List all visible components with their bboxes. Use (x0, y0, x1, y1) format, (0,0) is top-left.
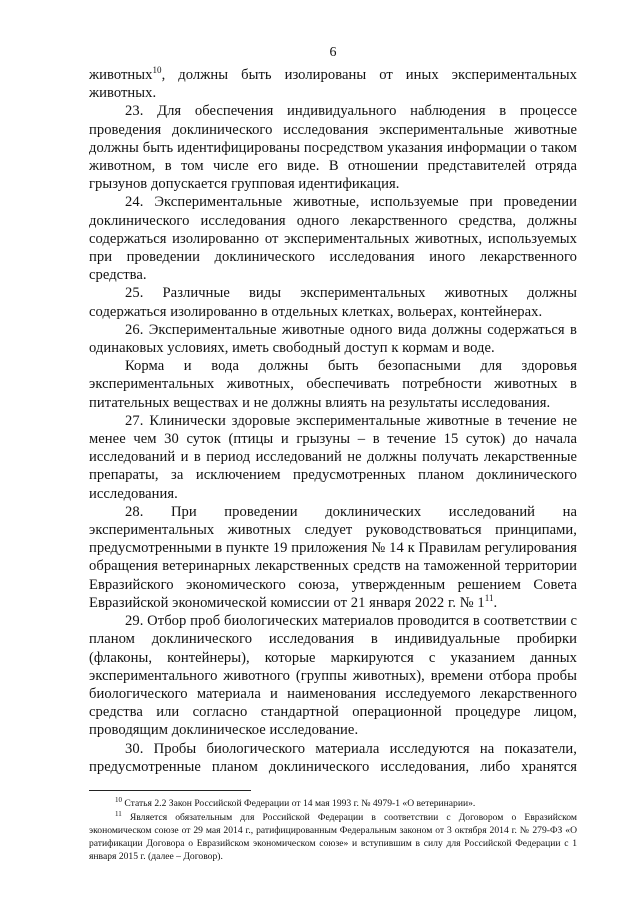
page-number: 6 (329, 45, 337, 60)
paragraph-30: 30. Пробы биологического материала исследуются на показатели, предусмотренные планом доклинического исследования, либо хранятся (89, 740, 577, 775)
document-body (89, 66, 577, 776)
paragraph-26: 26. Экспериментальные животные одного вида должны содержаться в одинаковых условиях, иметь свободный доступ к кормам и воде. (89, 321, 577, 357)
paragraph-26-feed: Корма и вода должны быть безопасными для здоровья экспериментальных животных, обеспечивать потребности животных в питательных веществах и не должны влиять на результаты исследования. (89, 358, 577, 411)
paragraph-text: . (493, 594, 498, 611)
footnote-text: Статья 2.2 Закон Российской Федерации от 14 мая 1993 г. № 4979-1 «О ветеринарии». (122, 798, 476, 809)
paragraph-23: 23. Для обеспечения индивидуального наблюдения в процессе проведения доклинического исследования экспериментальные животные должны быть идентифицированы посредством указания информации о таком животном, в том числе его виде. В отношении представителей отряда грызунов допускается групповая идентификация. (89, 103, 577, 193)
footnote-11 (89, 811, 577, 863)
paragraph-continuation (89, 66, 577, 102)
paragraph-28 (89, 503, 577, 612)
paragraph-text: 28. При проведении доклинических исследований на экспериментальных животных следует руководствоваться принципами, предусмотренными в пункте 19 приложения № 14 к Правилам регулирования обращения ветеринарных лекарственных средств на таможенной территории Евразийского экономического союза, утвержденным решением Совета Евразийской экономической комиссии от 21 января 2022 г. № 1 (89, 503, 577, 611)
footnote-reference[interactable]: 10 (152, 65, 162, 75)
footnote-reference[interactable]: 11 (484, 592, 494, 603)
footnote-10 (89, 797, 577, 810)
paragraph-text: животных (89, 67, 153, 83)
footnotes (89, 797, 577, 864)
paragraph-27: 27. Клинически здоровые экспериментальные животные в течение не менее чем 30 суток (птицы и грызуны – в течение 15 суток) до начала исследований и в период исследований не должны получать лекарственные препараты, за исключением предусмотренных планом доклинического исследования. (89, 412, 577, 502)
footnote-text: Является обязательным для Российской Федерации в соответствии с Договором о Евразийском экономическом союзе от 29 мая 2014 г., ратифицированным Федеральным законом от 3 октября 2014 г. № 279-ФЗ «О ратификации Договора о Евразийском экономическом союзе» и вступившим в силу для Российской Федерации с 1 января 2015 г. (далее – Договор). (89, 812, 577, 862)
footnote-separator (89, 790, 251, 791)
paragraph-29: 29. Отбор проб биологических материалов проводится в соответствии с планом доклинического исследования в индивидуальные пробирки (флаконы, контейнеры), которые маркируются с указанием данных экспериментального животного (группы животных), времени отбора пробы биологического материала и наименования исследуемого лекарственного средства или согласно стандартной операционной процедуре лицом, проводящим доклиническое исследование. (89, 613, 577, 739)
document-page (89, 0, 577, 904)
paragraph-text: , должны быть изолированы от иных экспериментальных животных. (89, 67, 577, 102)
footnote-marker: 10 (115, 796, 122, 804)
footnote-marker: 11 (115, 810, 122, 818)
paragraph-24: 24. Экспериментальные животные, используемые при проведении доклинического исследования одного лекарственного средства, должны содержаться изолированно от экспериментальных животных, используемых при проведении доклинического исследования иного лекарственного средства. (89, 194, 577, 284)
paragraph-25: 25. Различные виды экспериментальных животных должны содержаться изолированно в отдельных клетках, вольерах, контейнерах. (89, 285, 577, 320)
